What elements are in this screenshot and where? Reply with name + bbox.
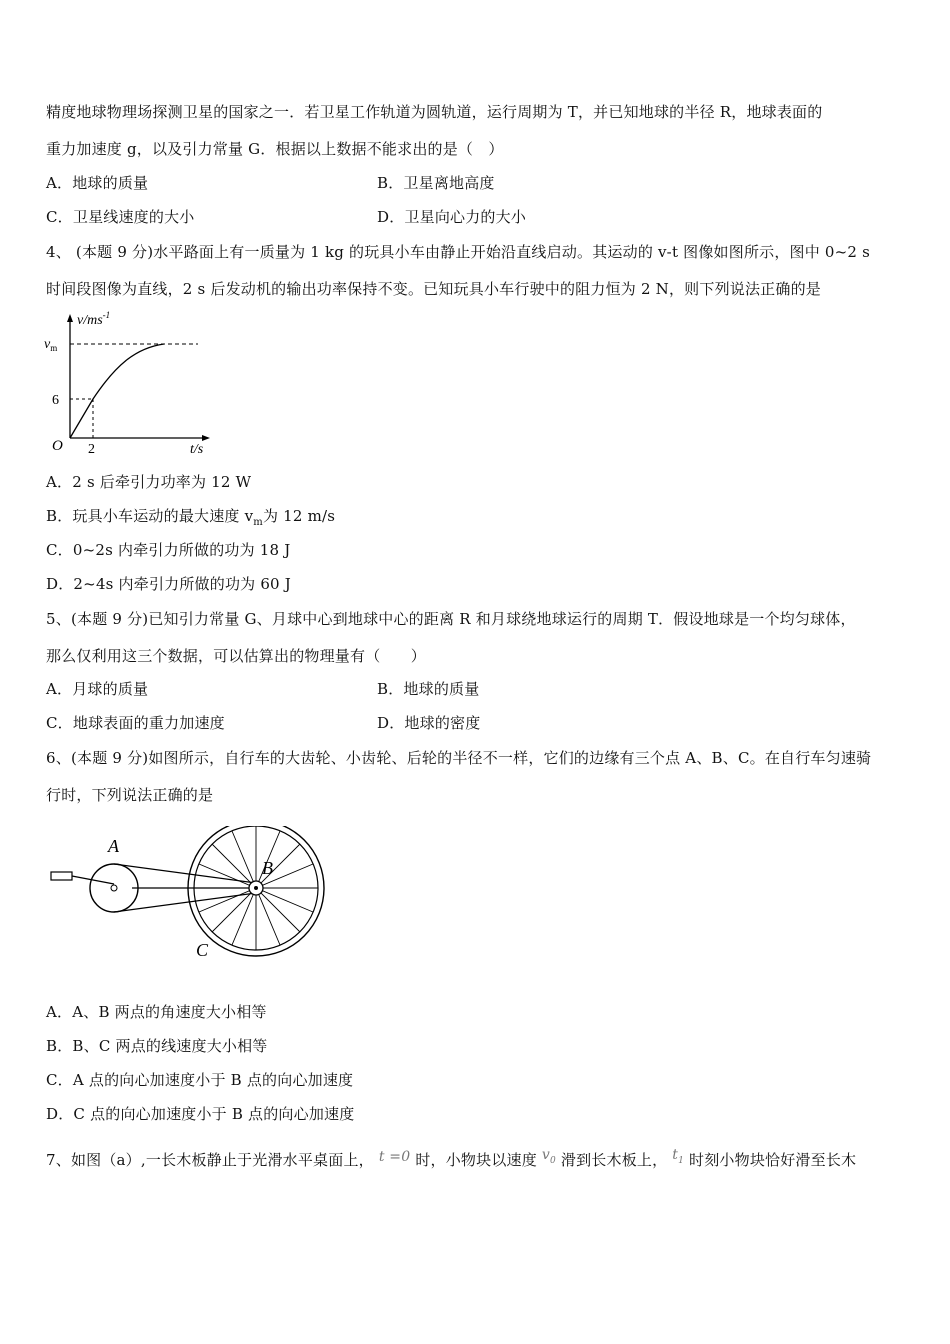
vm-label: $v_m$ (44, 337, 58, 353)
vt-xlabel: t/s (190, 442, 204, 457)
q5-option-d: D．地球的密度 (377, 714, 481, 732)
vt-graph (40, 308, 220, 460)
point-a-label: A (108, 836, 119, 856)
q6-stem-line1: 6、(本题 9 分)如图所示，自行车的大齿轮、小齿轮、后轮的半径不一样，它们的边缘有三个点 A、B、C。在自行车匀速骑 (46, 749, 872, 767)
q3-option-c: C．卫星线速度的大小 (46, 208, 195, 226)
large-sprocket (90, 864, 138, 912)
q7-stem-line1: 7、如图（a）,一长木板静止于光滑水平桌面上， t =0 时，小物块以速度 $v_0$ 滑到长木板上， $t_1$ 时刻小物块恰好滑至长木 (46, 1147, 857, 1169)
q6-option-d: D．C 点的向心加速度小于 B 点的向心加速度 (46, 1105, 355, 1123)
q5-option-c: C．地球表面的重力加速度 (46, 714, 225, 732)
vt-y-arrow (67, 314, 73, 322)
large-sprocket-center (111, 885, 117, 891)
v6-label: 6 (52, 393, 59, 408)
q5-option-a: A．月球的质量 (46, 680, 149, 698)
q6-stem-line2: 行时，下列说法正确的是 (46, 786, 214, 804)
vt-ylabel: $v/ms^{-1}$ (77, 310, 111, 328)
q6-option-b: B．B、C 两点的线速度大小相等 (46, 1037, 268, 1055)
small-sprocket-center (254, 886, 258, 890)
q3-option-d: D．卫星向心力的大小 (377, 208, 527, 226)
q4-option-a: A．2 s 后牵引力功率为 12 W (46, 473, 252, 491)
q3-stem-line1: 精度地球物理场探测卫星的国家之一．若卫星工作轨道为圆轨道，运行周期为 T，并已知地球的半径 R，地球表面的 (46, 103, 823, 121)
q4-stem-line1: 4、 (本题 9 分)水平路面上有一质量为 1 kg 的玩具小车由静止开始沿直线启动。其运动的 v-t 图像如图所示，图中 0~2 s (46, 243, 871, 261)
q3-stem-line2: 重力加速度 g，以及引力常量 G．根据以上数据不能求出的是（ ） (46, 140, 504, 158)
t-zero-formula: t =0 (378, 1149, 411, 1165)
bicycle-gear-diagram (46, 826, 336, 966)
q6-option-a: A．A、B 两点的角速度大小相等 (46, 1003, 267, 1021)
q5-stem-line2: 那么仅利用这三个数据，可以估算出的物理量有（ ） (46, 647, 427, 665)
t1-formula: $t_1$ (672, 1147, 685, 1166)
vt-x-arrow (202, 435, 210, 441)
q5-stem-line1: 5、(本题 9 分)已知引力常量 G、月球中心到地球中心的距离 R 和月球绕地球运行的周期 T．假设地球是一个均匀球体， (46, 610, 856, 628)
q4-option-b: B．玩具小车运动的最大速度 $v_m$为 12 m/s (46, 507, 336, 528)
t2-label: 2 (88, 442, 95, 457)
q5-option-b: B．地球的质量 (377, 680, 480, 698)
vt-curve (70, 344, 164, 438)
q4-option-c: C．0~2s 内牵引力所做的功为 18 J (46, 541, 291, 559)
q3-option-a: A．地球的质量 (46, 174, 149, 192)
q3-option-b: B．卫星离地高度 (377, 174, 495, 192)
q4-stem-line2: 时间段图像为直线，2 s 后发动机的输出功率保持不变。已知玩具小车行驶中的阻力恒为 2 N，则下列说法正确的是 (46, 280, 821, 298)
pedal (51, 872, 72, 880)
origin-label: O (52, 438, 63, 454)
point-b-label: B (262, 858, 273, 878)
q4-option-d: D．2~4s 内牵引力所做的功为 60 J (46, 575, 291, 593)
v0-formula: $v_0$ (541, 1147, 556, 1166)
q6-option-c: C．A 点的向心加速度小于 B 点的向心加速度 (46, 1071, 354, 1089)
point-c-label: C (196, 940, 209, 960)
